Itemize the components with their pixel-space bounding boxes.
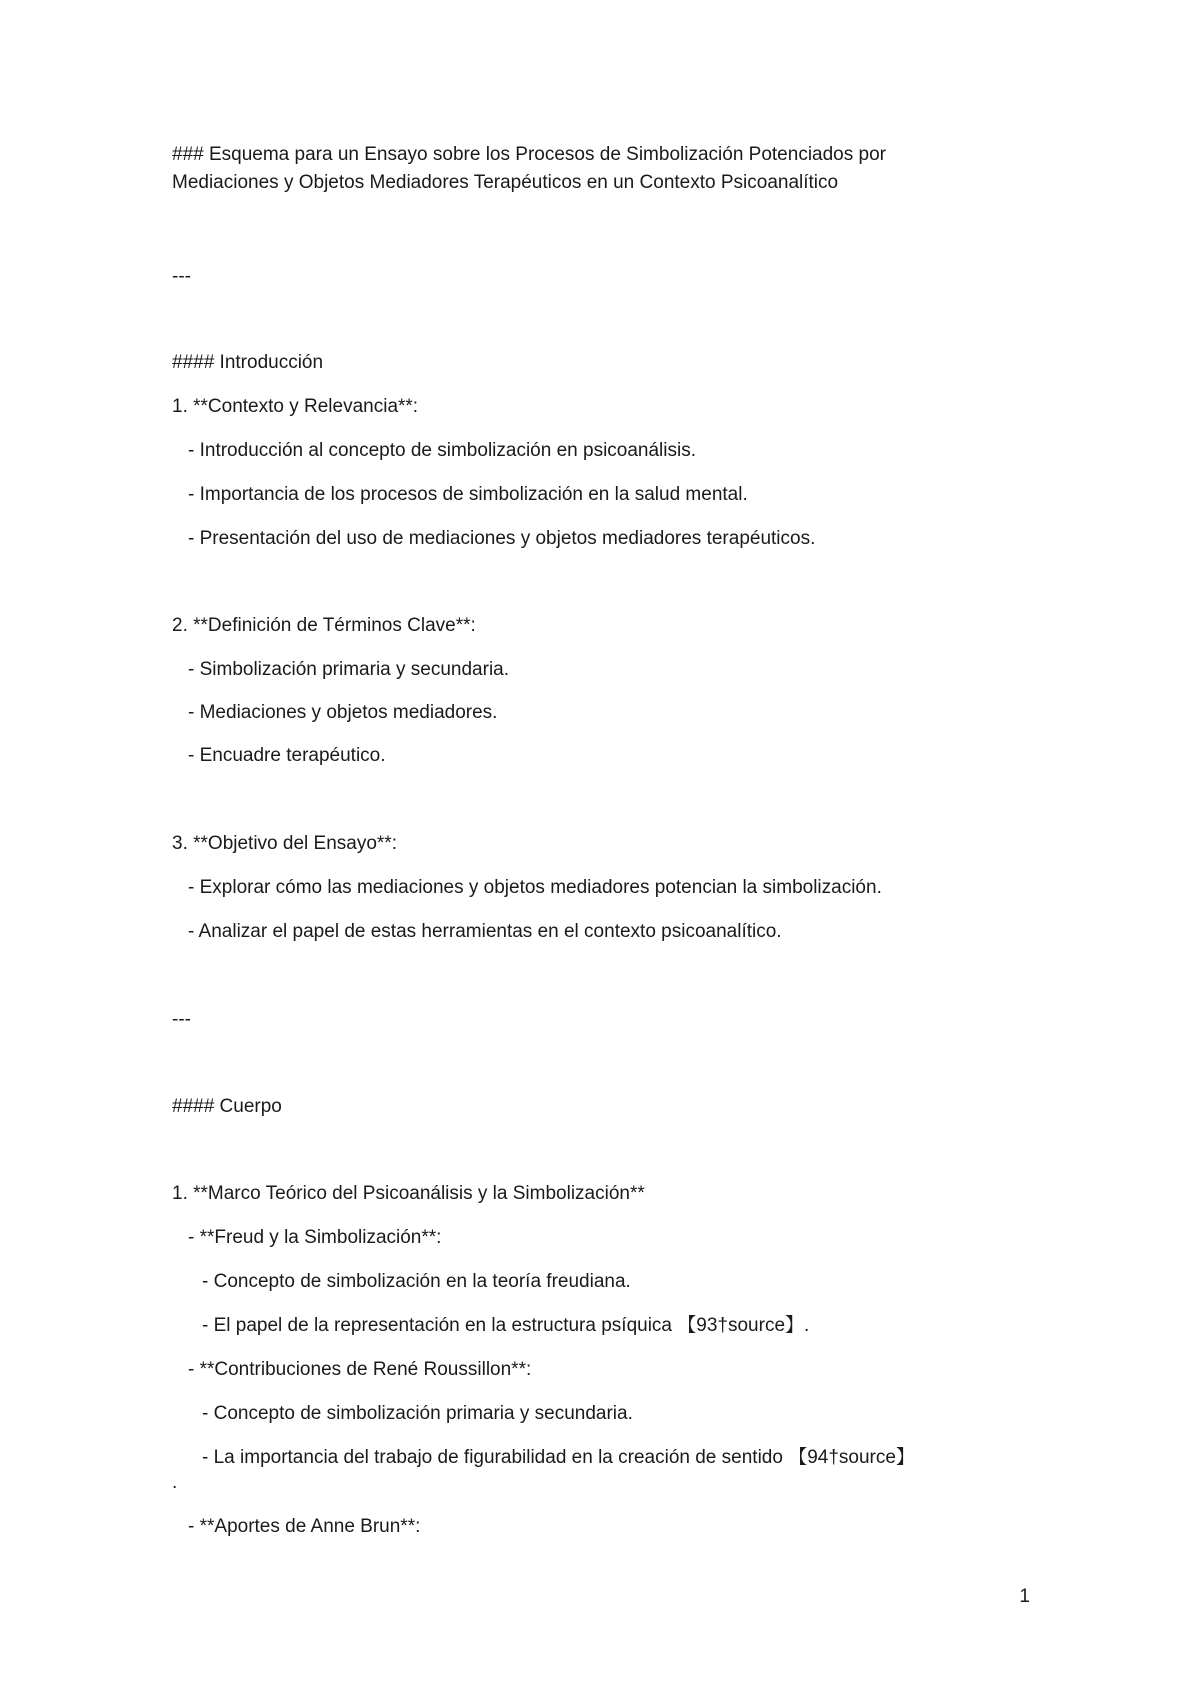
intro-item-1-bullet-3: - Presentación del uso de mediaciones y objetos mediadores terapéuticos. — [188, 528, 816, 549]
intro-item-2-bullet-2: - Mediaciones y objetos mediadores. — [188, 702, 498, 723]
freud-bullet-2: - El papel de la representación en la estructura psíquica 【93†source】. — [202, 1315, 810, 1336]
freud-bullet-1: - Concepto de simbolización en la teoría freudiana. — [202, 1271, 631, 1292]
intro-item-2-bullet-1: - Simbolización primaria y secundaria. — [188, 659, 510, 680]
body-heading: #### Cuerpo — [172, 1096, 282, 1117]
document-title-line-1: ### Esquema para un Ensayo sobre los Procesos de Simbolización Potenciados por — [172, 144, 886, 165]
freud-subtitle: - **Freud y la Simbolización**: — [188, 1227, 442, 1248]
intro-item-2-bullet-3: - Encuadre terapéutico. — [188, 745, 386, 766]
separator: --- — [172, 266, 191, 287]
body-item-1-title: 1. **Marco Teórico del Psicoanálisis y la Simbolización** — [172, 1183, 645, 1204]
roussillon-bullet-2-continuation: . — [172, 1472, 178, 1493]
intro-item-1-bullet-2: - Importancia de los procesos de simbolización en la salud mental. — [188, 484, 748, 505]
intro-item-2-title: 2. **Definición de Términos Clave**: — [172, 615, 476, 636]
document-title-line-2: Mediaciones y Objetos Mediadores Terapéuticos en un Contexto Psicoanalítico — [172, 172, 839, 193]
roussillon-bullet-1: - Concepto de simbolización primaria y secundaria. — [202, 1403, 633, 1424]
intro-item-1-title: 1. **Contexto y Relevancia**: — [172, 396, 419, 417]
intro-item-3-bullet-2: - Analizar el papel de estas herramientas en el contexto psicoanalítico. — [188, 921, 782, 942]
brun-subtitle: - **Aportes de Anne Brun**: — [188, 1516, 421, 1537]
roussillon-bullet-2: - La importancia del trabajo de figurabilidad en la creación de sentido 【94†source】 — [202, 1447, 915, 1468]
intro-item-3-title: 3. **Objetivo del Ensayo**: — [172, 833, 397, 854]
separator: --- — [172, 1009, 191, 1030]
intro-item-3-bullet-1: - Explorar cómo las mediaciones y objetos mediadores potencian la simbolización. — [188, 877, 882, 898]
intro-item-1-bullet-1: - Introducción al concepto de simbolización en psicoanálisis. — [188, 440, 696, 461]
intro-heading: #### Introducción — [172, 352, 324, 373]
roussillon-subtitle: - **Contribuciones de René Roussillon**: — [188, 1359, 532, 1380]
page-number: 1 — [1019, 1586, 1030, 1607]
